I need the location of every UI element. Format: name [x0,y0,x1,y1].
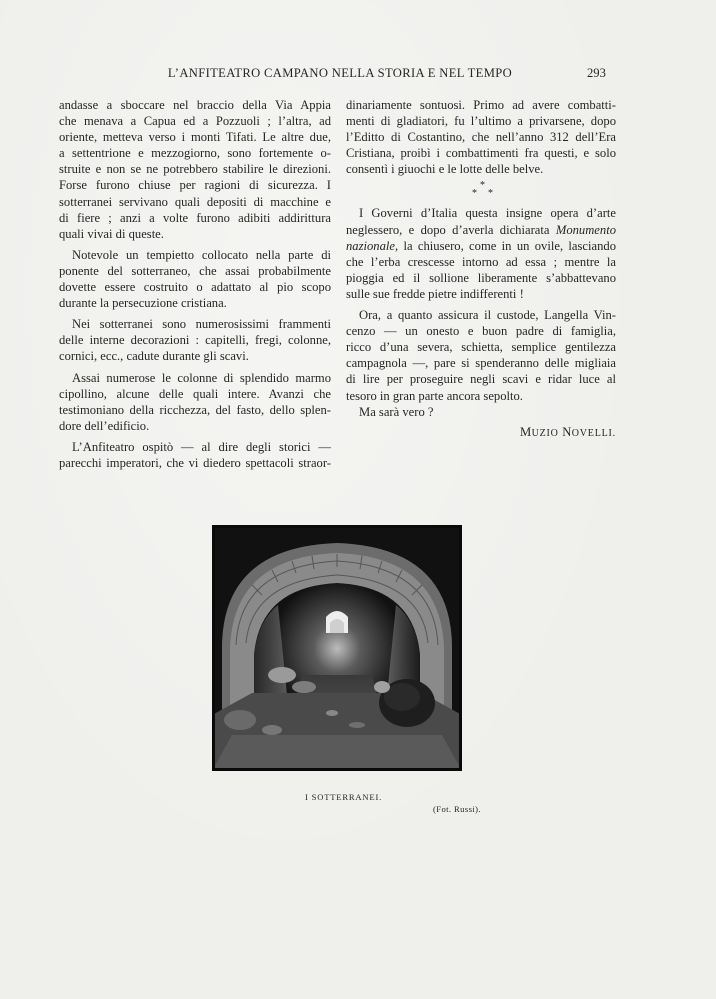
text-line: cenzo — un onesto e buon padre di famiglia, [346,324,616,339]
text-line: che l’erba crescesse intorno ad essa ; mentre la [346,254,616,269]
text-line: cornici, ecc., cadute durante gli scavi. [59,349,249,364]
text-fragment: neglessero, e dopo d’averla dichiarata [346,222,550,237]
section-asterism [346,177,616,205]
photograph-sotterranei [212,525,462,771]
author-signature: MUZIO NOVELLI. [520,425,616,439]
text-line: testimoniano della ricchezza, del fasto, dello splen- [59,402,331,417]
text-line: Ora, a quanto assicura il custode, Langella Vin- [359,308,616,323]
right-text-column [346,97,616,420]
page-number: 293 [587,66,606,80]
text-line: di fiere ; anzi a volte furono adibiti addirittura [59,210,331,225]
text-line: menti di gladiatori, fu l’ultimo a privarsene, dopo [346,114,616,129]
closing-line: Ma sarà vero ? [359,404,434,419]
text-line: oriente, metteva verso i monti Tifati. Le altre due, [59,130,331,145]
text-line: l’Editto di Costantino, che nell’anno 312 dell’Era [346,130,616,145]
text-line [346,222,616,238]
text-line: pioggia ed il sollione liberamente s’abbattevano [346,270,616,285]
text-line: andasse a sboccare nel braccio della Via Appia [59,98,331,112]
text-line: delle interne decorazioni : capitelli, fregi, colonne, [59,333,331,348]
text-line: Forse furono chiuse per ragioni di sicurezza. I [59,178,331,193]
text-line: campagnola —, pare si spenderanno delle migliaia [346,356,616,371]
text-line: struite e non se ne potrebbero stabilire le direzioni. [59,162,331,177]
left-text-column [59,97,331,471]
asterism-star: * [480,180,485,192]
running-title: L’ANFITEATRO CAMPANO NELLA STORIA E NEL TEMPO [167,66,513,80]
text-line: che menava a Capua ed a Pozzuoli ; l’altra, ad [59,114,331,129]
text-line: sulle sue fredde pietre indifferenti ! [346,286,524,301]
text-line: Notevole un tempietto collocato nella parte di [72,247,331,262]
italic-title: nazionale, [346,238,399,253]
text-line: sotterranei servivano quali depositi di macchine e [59,194,331,209]
text-line: quali vivai di queste. [59,226,164,241]
asterism-star: * [488,188,493,200]
text-line: L’Anfiteatro ospitò — al dire degli storici — [72,439,331,454]
text-line: durante la persecuzione cristiana. [59,296,227,311]
text-line: parecchi imperatori, che vi diedero spettacoli straor- [59,455,331,470]
photo-credit: (Fot. Russi). [433,804,481,814]
text-line: Cristiana, proibì i combattimenti fra questi, e solo [346,146,616,161]
text-line: dovette essere costruito o adattato al pio scopo [59,280,331,295]
text-line: consentì i giuochi e le lotte delle belve. [346,162,544,177]
text-line: Nei sotterranei sono numerosissimi frammenti [72,317,331,332]
photo-illustration [212,525,462,771]
text-line: a settentrione e mezzogiorno, sono fortemente o- [59,146,331,161]
text-fragment: la chiusero, come in un ovile, lasciando [398,238,616,253]
italic-title: Monumento [555,222,616,237]
text-line: cipollino, alcune delle quali intere. Avanzi che [59,386,331,401]
text-line: tesoro in gran parte ancora sepolto. [346,388,523,403]
text-line: dore dell’edificio. [59,418,150,433]
text-line: Assai numerose le colonne di splendido marmo [72,370,331,385]
figure-caption: I SOTTERRANEI. [305,792,383,802]
text-line: ricco d’una severa, schietta, semplice gentilezza [346,340,616,355]
text-line: ponente del sotterraneo, che assai probabilmente [59,263,331,278]
text-line [346,238,616,254]
text-line: dinariamente sontuosi. Primo ad avere combatti- [346,98,616,112]
text-line: I Governi d’Italia questa insigne opera d’arte [359,206,616,221]
asterism-star: * [472,188,477,200]
text-line: di lire per proseguire negli scavi e ridar luce al [346,372,616,387]
